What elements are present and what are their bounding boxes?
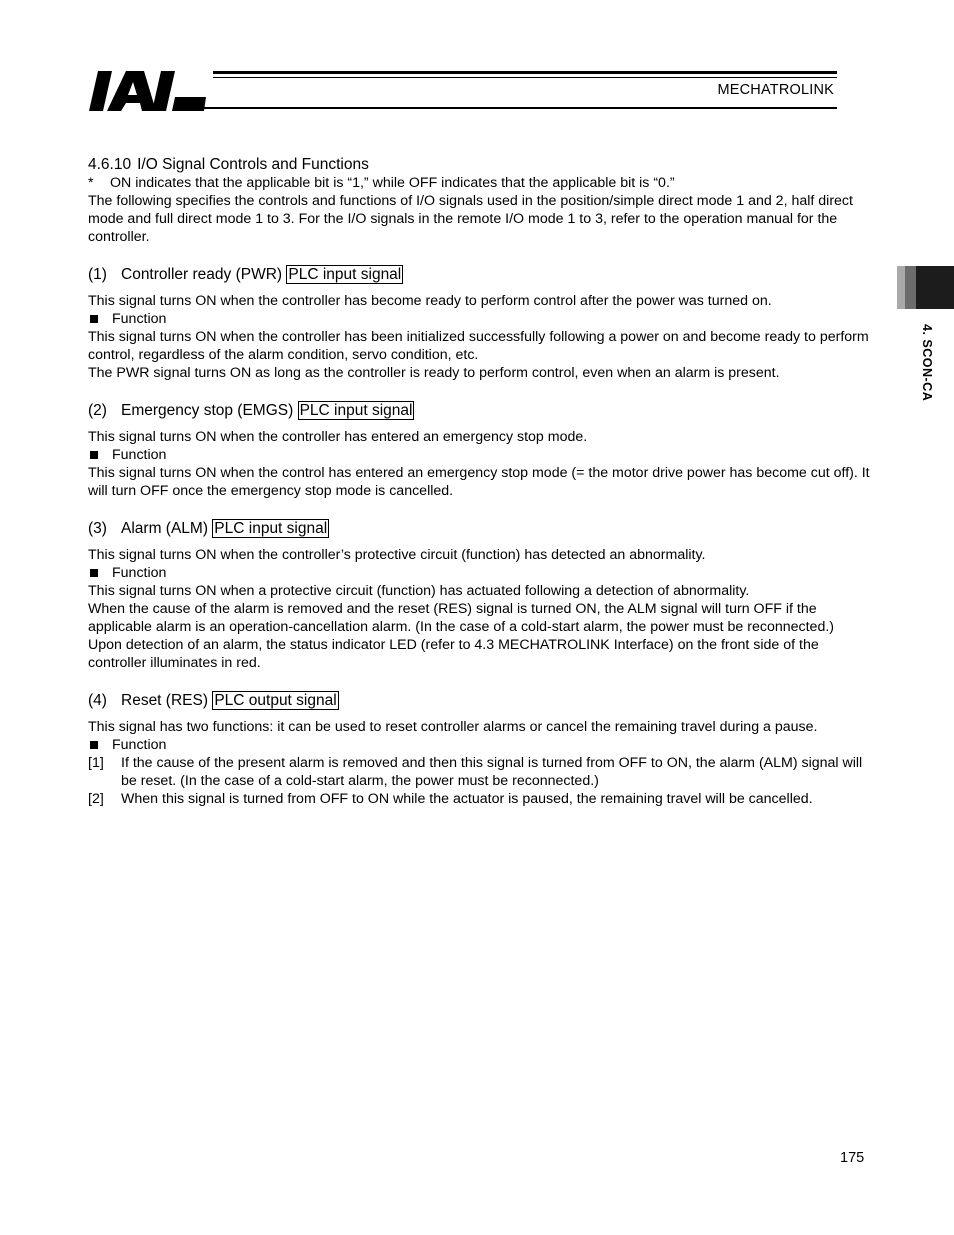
subsection-heading-res [88, 690, 870, 712]
function-paragraph: This signal turns ON when the controller has been initialized successfully following a power on and become ready to perform control, regardless of the alarm condition, servo condition, etc. [88, 329, 869, 363]
item-number: [1] [88, 755, 104, 771]
section-intro: The following specifies the controls and functions of I/O signals used in the position/simple direct mode 1 and 2, half direct mode and full direct mode 1 to 3. For the I/O signals in the remote I/O mode 1 to 3, refer to the operation manual for the controller. [88, 193, 853, 245]
function-paragraph: When the cause of the alarm is removed and the reset (RES) signal is turned ON, the ALM signal will turn OFF if the applicable alarm is an operation-cancellation alarm. (In the case of a cold-start alarm, the power must be reconnected.) [88, 601, 835, 635]
note [88, 174, 870, 192]
square-bullet-icon [90, 741, 98, 749]
signal-type-tag: PLC input signal [288, 266, 402, 283]
subsection-title: Emergency stop (EMGS) [121, 402, 294, 419]
note-text: ON indicates that the applicable bit is “1,” while OFF indicates that the applicable bit is “0.” [110, 175, 675, 191]
function-paragraph: This signal turns ON when a protective circuit (function) has actuated following a detection of abnormality. [88, 583, 750, 599]
subsection-heading-pwr [88, 264, 870, 286]
item-number: [2] [88, 791, 104, 807]
subsection-number: (2) [88, 402, 107, 419]
function-paragraph: This signal turns ON when the control has entered an emergency stop mode (= the motor drive power has become cut off). It will turn OFF once the emergency stop mode is cancelled. [88, 465, 870, 499]
section-number: 4.6.10 [88, 156, 132, 173]
note-mark: * [88, 175, 94, 191]
subsection-title: Reset (RES) [121, 692, 208, 709]
iai-logo [88, 68, 208, 114]
signal-type-tag: PLC output signal [214, 692, 337, 709]
signal-type-tag: PLC input signal [299, 402, 413, 419]
header-rule-bottom [204, 107, 837, 109]
item-text: If the cause of the present alarm is removed and then this signal is turned from OFF to ON, the alarm (ALM) signal will be reset. (In the case of a cold-start alarm, the power must be reconnected.) [121, 755, 863, 789]
numbered-item [88, 790, 870, 808]
header-product-name: MECHATROLINK [717, 82, 834, 98]
section-title [88, 156, 870, 174]
function-heading: Function [88, 310, 870, 328]
chapter-tab-marker [897, 266, 954, 309]
numbered-item [88, 754, 870, 790]
subsection-number: (4) [88, 692, 107, 709]
function-paragraph: The PWR signal turns ON as long as the controller is ready to perform control, even when an alarm is present. [88, 365, 780, 381]
square-bullet-icon [90, 315, 98, 323]
subsection-summary: This signal turns ON when the controller’s protective circuit (function) has detected an abnormality. [88, 547, 706, 563]
subsection-heading-alm [88, 518, 870, 540]
subsection-summary: This signal has two functions: it can be used to reset controller alarms or cancel the remaining travel during a pause. [88, 719, 818, 735]
signal-type-tag: PLC input signal [214, 520, 328, 537]
subsection-summary: This signal turns ON when the controller has become ready to perform control after the power was turned on. [88, 293, 772, 309]
function-paragraph: Upon detection of an alarm, the status indicator LED (refer to 4.3 MECHATROLINK Interface) on the front side of the controller illuminates in red. [88, 637, 819, 671]
section-title-text: I/O Signal Controls and Functions [137, 156, 369, 173]
subsection-title: Controller ready (PWR) [121, 266, 283, 283]
subsection-title: Alarm (ALM) [121, 520, 208, 537]
subsection-summary: This signal turns ON when the controller has entered an emergency stop mode. [88, 429, 588, 445]
function-heading: Function [88, 446, 870, 464]
page-number: 175 [840, 1150, 865, 1166]
chapter-tab-label: 4. SCON-CA [920, 324, 934, 402]
square-bullet-icon [90, 569, 98, 577]
function-heading: Function [88, 564, 870, 582]
page-content [88, 156, 870, 808]
subsection-number: (3) [88, 520, 107, 537]
item-text: When this signal is turned from OFF to ON while the actuator is paused, the remaining travel will be cancelled. [121, 791, 813, 807]
square-bullet-icon [90, 451, 98, 459]
header-rule-thin [213, 77, 837, 78]
function-heading: Function [88, 736, 870, 754]
subsection-heading-emgs [88, 400, 870, 422]
subsection-number: (1) [88, 266, 107, 283]
header-rule-top [213, 71, 837, 74]
